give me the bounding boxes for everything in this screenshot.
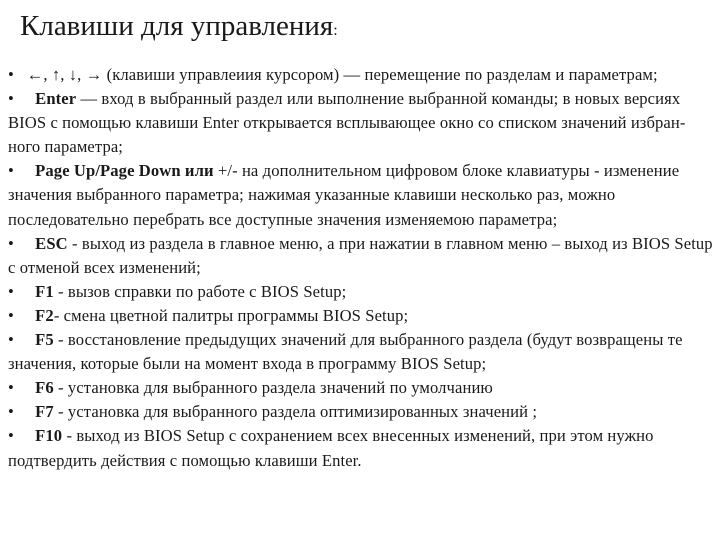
title-text: Клавиши для управления xyxy=(20,10,334,42)
key-f5-label: F5 xyxy=(35,330,54,350)
page-title xyxy=(20,8,338,49)
bullet: • xyxy=(8,402,14,422)
key-f10-label: F10 xyxy=(35,426,63,446)
item-description: на дополнительном цифровом блоке клавиатуры - изменение значения выбранного параметра; нажимая указанные клавиши несколько раз, можно последовательно перебрать все доступные значения изменяемою параметра; xyxy=(8,161,680,229)
key-f2-label: F2 xyxy=(35,305,54,325)
list-item xyxy=(8,280,714,304)
key-f1-label: F1 xyxy=(35,281,54,301)
item-description: - смена цветной палитры программы BIOS Setup; xyxy=(53,305,409,325)
list-item xyxy=(8,424,714,472)
arrow-keys-label: ←, ↑, ↓, → xyxy=(22,65,107,84)
list-item xyxy=(8,304,714,328)
item-description: - выход из BIOS Setup с сохранением всех внесенных изменений, при этом нужно подтвердить действия с помощью клавиши Enter. xyxy=(8,426,654,470)
key-esc-label: ESC xyxy=(35,233,68,253)
list-item xyxy=(8,63,714,87)
key-pageup-pagedown-label: Page Up/Page Down или xyxy=(35,161,214,181)
key-plus-minus-label: +/- xyxy=(213,161,238,181)
key-f6-label: F6 xyxy=(35,378,54,398)
list-item xyxy=(8,376,714,400)
bullet: • xyxy=(8,305,14,325)
item-description: - выход из раздела в главное меню, а при нажатии в главном меню – выход из BIOS Setup с отменой всех изменений; xyxy=(8,233,713,277)
list-item xyxy=(8,400,714,424)
item-description: - восстановление предыдущих значений для выбранного раздела (будут возвращены те значения, которые были на момент входа в программу BIOS Setup; xyxy=(8,330,683,374)
key-list xyxy=(8,63,714,473)
item-description: (клавиши управлеиия курсором) — перемещение по разделам и параметрам; xyxy=(106,65,658,84)
bullet: • xyxy=(8,233,14,253)
item-description: — вход в выбранный раздел или выполнение выбранной команды; в новых версиях BIOS с помощью клавиши Enter открывается всплывающее окно со списком значений избран-ного параметра; xyxy=(8,89,686,157)
list-item xyxy=(8,232,714,280)
bullet: • xyxy=(8,65,14,84)
item-description: - установка для выбранного раздела оптимизированных значений ; xyxy=(53,402,538,422)
bullet: • xyxy=(8,281,14,301)
title-colon: : xyxy=(333,22,338,39)
bullet: • xyxy=(8,330,14,350)
item-description: - установка для выбранного раздела значений по умолчанию xyxy=(53,378,493,398)
bullet: • xyxy=(8,161,14,181)
bullet: • xyxy=(8,378,14,398)
bullet: • xyxy=(8,89,14,109)
key-f7-label: F7 xyxy=(35,402,54,422)
list-item xyxy=(8,87,714,159)
list-item xyxy=(8,159,714,231)
bullet: • xyxy=(8,426,14,446)
item-description: - вызов справки по работе с BIOS Setup; xyxy=(53,281,347,301)
list-item xyxy=(8,328,714,376)
key-enter-label: Enter xyxy=(35,89,77,109)
